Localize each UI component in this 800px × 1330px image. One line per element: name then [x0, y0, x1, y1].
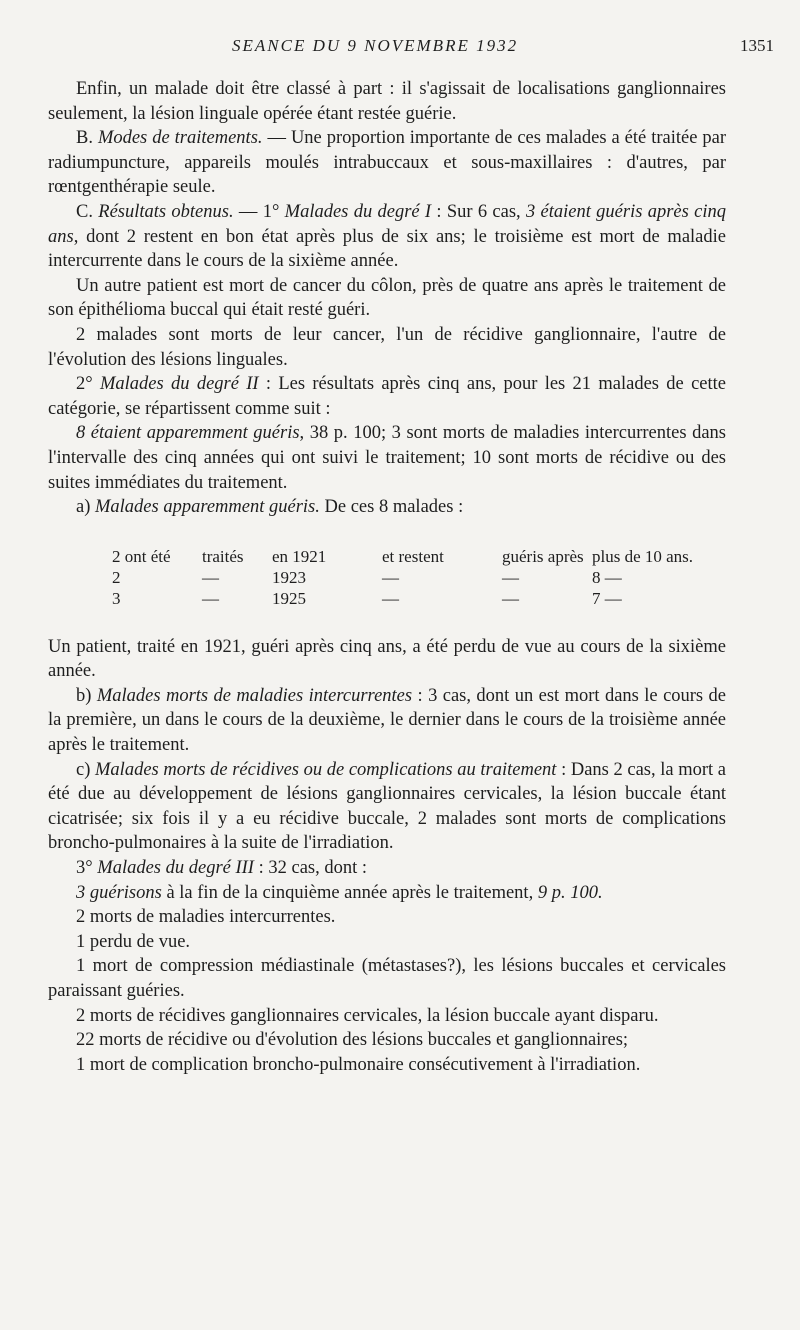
paragraph: 1 perdu de vue.	[76, 931, 191, 952]
paragraph: B. Modes de traitements. — Une proportion importante de ces malades a été traitée par radiumpuncture, appareils moulés intrabuccaux et sous-maxillaires : d'autres, par rœntgenthérapie seule.	[48, 128, 726, 198]
paragraph: a) Malades apparemment guéris. De ces 8 malades :	[76, 497, 464, 518]
page-number: 1351	[740, 36, 774, 55]
paragraph: Un autre patient est mort de cancer du côlon, près de quatre ans après le traitement de son épithélioma buccal qui était resté guéri.	[48, 275, 726, 321]
body-text	[48, 77, 726, 1077]
paragraph: 3° Malades du degré III : 32 cas, dont :	[76, 858, 368, 879]
cure-table	[112, 546, 702, 609]
paragraph: 22 morts de récidive ou d'évolution des lésions buccales et ganglionnaires;	[76, 1030, 629, 1051]
paragraph: C. Résultats obtenus. — 1° Malades du degré I : Sur 6 cas, 3 étaient guéris après cinq ans, dont 2 restent en bon état après plus de six ans; le troisième est mort de maladie intercurrente dans le cours de la sixième année.	[48, 201, 726, 272]
running-title: SEANCE DU 9 NOVEMBRE 1932	[232, 36, 519, 55]
paragraph: Un patient, traité en 1921, guéri après cinq ans, a été perdu de vue au cours de la sixième année.	[48, 636, 726, 682]
paragraph: 1 mort de compression médiastinale (métastases?), les lésions buccales et cervicales paraissant guéries.	[48, 956, 726, 1001]
table-row: 2 ont été traités en 1921 et restent guéris après plus de 10 ans.	[112, 546, 694, 566]
paragraph: 2 malades sont morts de leur cancer, l'un de récidive ganglionnaire, l'autre de l'évolution des lésions linguales.	[48, 324, 726, 370]
paragraph: 8 étaient apparemment guéris, 38 p. 100; 3 sont morts de maladies intercurrentes dans l'intervalle des cinq années qui ont suivi le traitement; 10 sont morts de récidive ou des suites immédiates du traitement.	[48, 423, 726, 493]
table-row: 2 — 1923 — — 8 —	[112, 567, 622, 587]
paragraph: 2 morts de récidives ganglionnaires cervicales, la lésion buccale ayant disparu.	[76, 1005, 659, 1026]
paragraph: c) Malades morts de récidives ou de complications au traitement : Dans 2 cas, la mort a été due au développement de lésions ganglionnaires cervicales, la lésion buccale étant cicatrisée; six fois il y a eu récidive buccale, 2 malades sont morts de complications broncho-pulmonaires à la suite de l'irradiation.	[48, 759, 726, 854]
paragraph: 2° Malades du degré II : Les résultats après cinq ans, pour les 21 malades de cette catégorie, se répartissent comme suit :	[48, 374, 726, 419]
paragraph: b) Malades morts de maladies intercurrentes : 3 cas, dont un est mort dans le cours de la première, un dans le cours de la deuxième, le dernier dans le cours de la troisième année après le traitement.	[48, 685, 727, 756]
paragraph: Enfin, un malade doit être classé à part : il s'agissait de localisations ganglionnaires seulement, la lésion linguale opérée étant restée guérie.	[48, 79, 726, 124]
paragraph: 2 morts de maladies intercurrentes.	[76, 907, 336, 928]
table-row: 3 — 1925 — — 7 —	[112, 588, 622, 608]
paragraph: 3 guérisons à la fin de la cinquième année après le traitement, 9 p. 100.	[76, 882, 603, 903]
paragraph: 1 mort de complication broncho-pulmonaire consécutivement à l'irradiation.	[76, 1054, 641, 1075]
page-header	[0, 36, 800, 60]
